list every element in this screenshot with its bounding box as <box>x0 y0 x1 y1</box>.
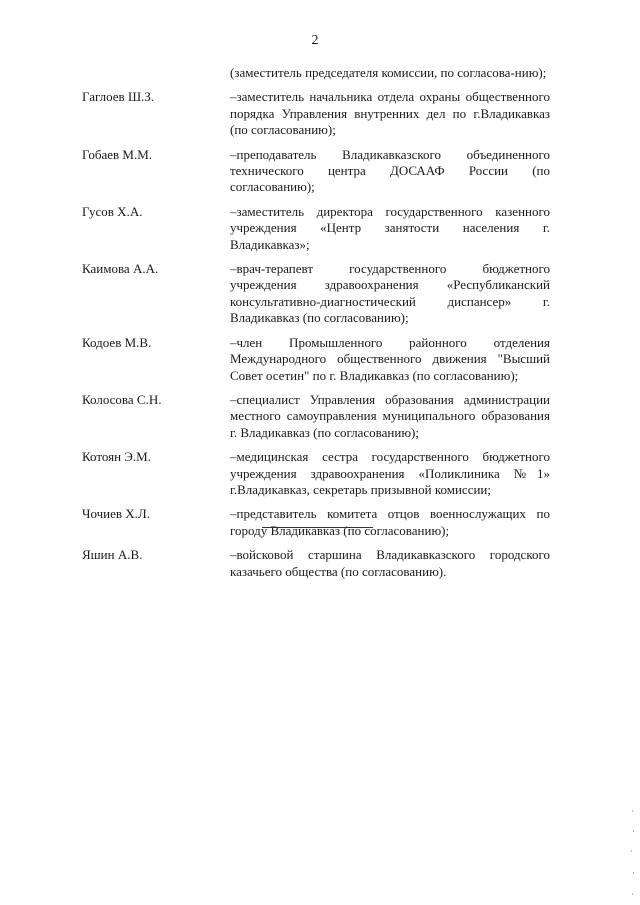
member-name: Гусов Х.А. <box>82 203 143 219</box>
scan-speck <box>632 810 633 812</box>
role-description: (заместитель председателя комиссии, по согласова-нию); <box>230 65 547 80</box>
role-description: –представитель комитета отцов военнослужащих по городу Владикавказ (по согласованию); <box>230 506 550 538</box>
list-item-intro <box>0 65 640 81</box>
list-item <box>0 261 640 327</box>
role-description: –заместитель директора государственного казенного учреждения «Центр занятости населения г. Владикавказ»; <box>230 203 550 252</box>
closing-rule <box>262 527 373 528</box>
list-item <box>0 335 640 384</box>
member-name: Гобаев М.М. <box>82 146 153 162</box>
scan-speck <box>631 850 632 852</box>
scan-speck <box>633 830 634 832</box>
scan-speck <box>632 893 633 895</box>
member-name: Кодоев М.В. <box>82 334 152 350</box>
list-item <box>0 147 640 196</box>
page-number: 2 <box>311 33 319 48</box>
role-description: –член Промышленного районного отделения Международного общественного движения "Высший Совет осетин" по г. Владикавказ (по согласованию); <box>230 334 550 383</box>
role-description: –специалист Управления образования администрации местного самоуправления муниципального образования г. Владикавказ (по согласованию); <box>230 391 550 440</box>
list-item <box>0 449 640 498</box>
member-name: Гаглоев Ш.З. <box>82 89 155 105</box>
role-description: –врач-терапевт государственного бюджетного учреждения здравоохранения «Республиканский консультативно-диагностический диспансер» г. Владикавказ (по согласованию); <box>230 261 550 326</box>
list-item <box>0 547 640 580</box>
list-item <box>0 204 640 253</box>
member-name: Каимова А.А. <box>82 261 159 277</box>
role-description: –войсковой старшина Владикавказского городского казачьего общества (по согласованию). <box>230 547 550 579</box>
list-item <box>0 89 640 138</box>
commission-member-list <box>0 65 640 580</box>
member-name: Чочиев Х.Л. <box>82 506 150 522</box>
member-name: Колосова С.Н. <box>82 391 162 407</box>
member-name: Яшин А.В. <box>82 547 143 563</box>
role-description: –преподаватель Владикавказского объединенного технического центра ДОСААФ России (по согласованию); <box>230 146 550 195</box>
list-item <box>0 506 640 539</box>
role-description: –медицинская сестра государственного бюджетного учреждения здравоохранения «Поликлиника №1» г.Владикавказ, секретарь призывной комиссии; <box>230 449 550 497</box>
role-description: –заместитель начальника отдела охраны общественного порядка Управления внутренних дел по г.Владикавказ (по согласованию); <box>230 89 550 138</box>
member-name: Котоян Э.М. <box>82 449 151 465</box>
scan-speck <box>633 872 634 874</box>
list-item <box>0 392 640 441</box>
